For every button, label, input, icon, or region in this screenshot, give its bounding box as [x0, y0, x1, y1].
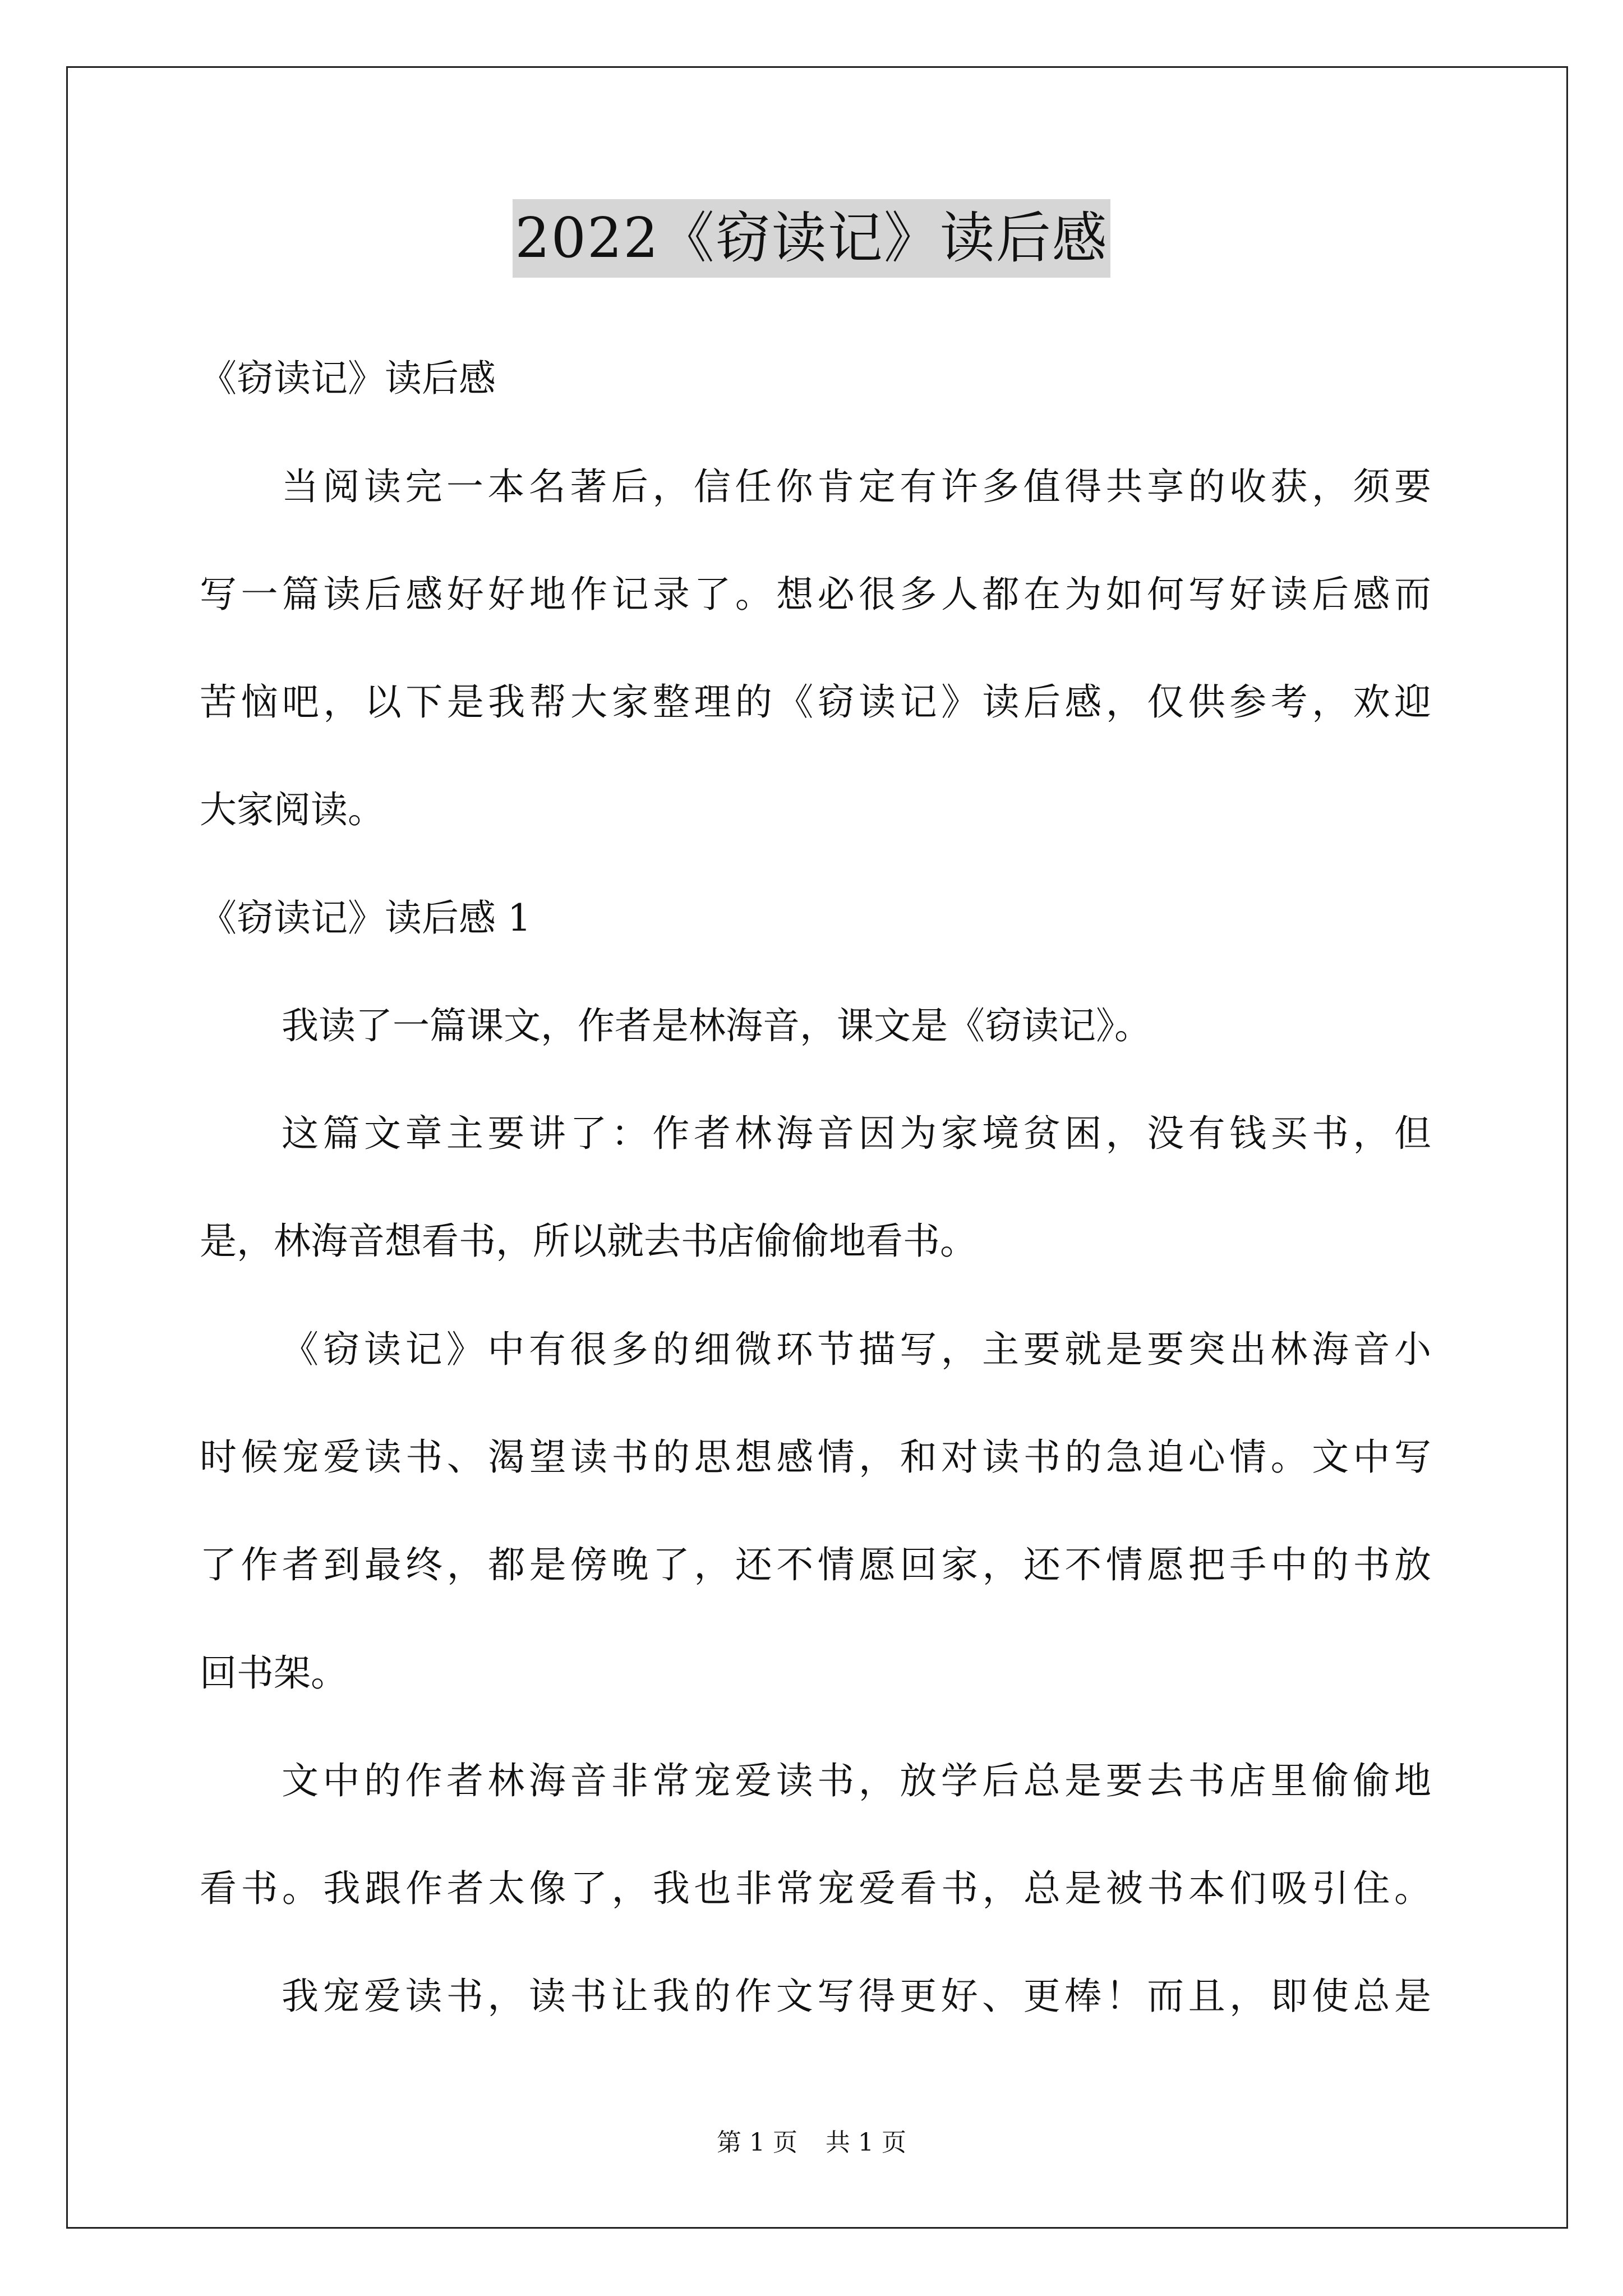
paragraph-line: 了作者到最终，都是傍晚了，还不情愿回家，还不情愿把手中的书放: [200, 1543, 1431, 1586]
section-heading: 《窃读记》读后感: [200, 357, 496, 400]
paragraph-line: 《窃读记》中有很多的细微环节描写，主要就是要突出林海音小: [282, 1328, 1431, 1371]
section-heading: 《窃读记》读后感 1: [200, 896, 531, 940]
paragraph-line: 是，林海音想看书，所以就去书店偷偷地看书。: [200, 1220, 977, 1263]
paragraph-line: 回书架。: [200, 1651, 348, 1695]
paragraph-line: 文中的作者林海音非常宠爱读书，放学后总是要去书店里偷偷地: [282, 1759, 1431, 1802]
document-title: 2022《窃读记》读后感: [513, 199, 1110, 278]
paragraph-line: 当阅读完一本名著后，信任你肯定有许多值得共享的收获，须要: [282, 465, 1431, 508]
paragraph-line: 时候宠爱读书、渴望读书的思想感情，和对读书的急迫心情。文中写: [200, 1435, 1431, 1479]
paragraph-line: 写一篇读后感好好地作记录了。想必很多人都在为如何写好读后感而: [200, 573, 1431, 616]
paragraph-line: 苦恼吧，以下是我帮大家整理的《窃读记》读后感，仅供参考，欢迎: [200, 680, 1431, 724]
paragraph-line: 大家阅读。: [200, 788, 385, 831]
paragraph-line: 我读了一篇课文，作者是林海音，课文是《窃读记》。: [282, 1004, 1151, 1047]
title-container: [0, 199, 1623, 278]
page-number: 第 1 页: [717, 2128, 797, 2157]
paragraph-line: 我宠爱读书，读书让我的作文写得更好、更棒！而且，即使总是: [282, 1975, 1431, 2018]
paragraph-line: 看书。我跟作者太像了，我也非常宠爱看书，总是被书本们吸引住。: [200, 1867, 1431, 1910]
page-footer: [0, 2126, 1623, 2160]
page-total: 共 1 页: [826, 2128, 906, 2157]
paragraph-line: 这篇文章主要讲了：作者林海音因为家境贫困，没有钱买书，但: [282, 1112, 1431, 1155]
